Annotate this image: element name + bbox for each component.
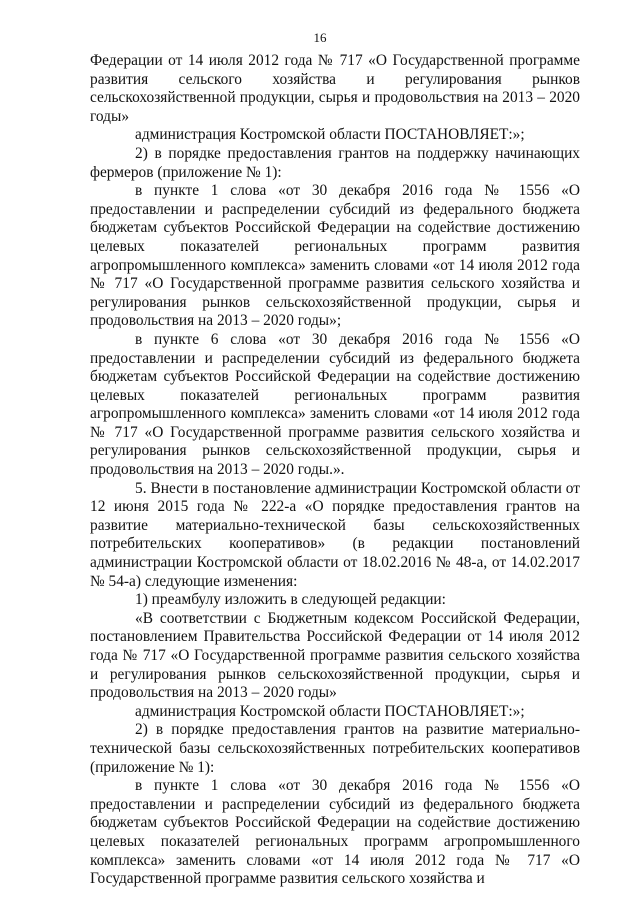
document-body [90,52,580,889]
paragraph: администрация Костромской области ПОСТАНОВЛЯЕТ:»; [135,702,525,720]
paragraph: 2) в порядке предоставления грантов на развитие материально-технической базы сельскохозяйственных потребительских кооперативов (приложение № 1): [90,721,580,776]
paragraph: администрация Костромской области ПОСТАНОВЛЯЕТ:»; [135,126,525,144]
paragraph: Федерации от 14 июля 2012 года № 717 «О Государственной программе развития сельского хозяйства и регулирования рынков сельскохозяйственной продукции, сырья и продовольствия на 2013 – 2020 годы» [90,52,580,125]
paragraph: «В соответствии с Бюджетным кодексом Российской Федерации, постановлением Правительства Российской Федерации от 14 июля 2012 года № 717 «О Государственной программе развития сельского хозяйства и регулирования рынков сельскохозяйственной продукции, сырья и продовольствия на 2013 – 2020 годы» [90,609,580,702]
paragraph: в пункте 1 слова «от 30 декабря 2016 года № 1556 «О предоставлении и распределении субсидий из федерального бюджета бюджетам субъектов Российской Федерации на содействие достижению целевых показателей региональных программ агропромышленного комплекса» заменить словами «от 14 июля 2012 года № 717 «О Государственной программе развития сельского хозяйства и [90,777,580,888]
paragraph: 2) в порядке предоставления грантов на поддержку начинающих фермеров (приложение № 1): [90,144,580,181]
paragraph: 5. Внести в постановление администрации Костромской области от 12 июня 2015 года № 222-а «О порядке предоставления грантов на развитие материально-технической базы сельскохозяйственных потребительских кооперативов» (в редакции постановлений администрации Костромской области от 18.02.2016 № 48-а, от 14.02.2017 № 54-а) следующие изменения: [90,479,580,590]
paragraph: 1) преамбулу изложить в следующей редакции: [135,591,446,609]
paragraph: в пункте 1 слова «от 30 декабря 2016 года № 1556 «О предоставлении и распределении субсидий из федерального бюджета бюджетам субъектов Российской Федерации на содействие достижению целевых показателей региональных программ развития агропромышленного комплекса» заменить словами «от 14 июля 2012 года № 717 «О Государственной программе развития сельского хозяйства и регулирования рынков сельскохозяйственной продукции, сырья и продовольствия на 2013 – 2020 годы»; [90,182,580,330]
paragraph: в пункте 6 слова «от 30 декабря 2016 года № 1556 «О предоставлении и распределении субсидий из федерального бюджета бюджетам субъектов Российской Федерации на содействие достижению целевых показателей региональных программ развития агропромышленного комплекса» заменить словами «от 14 июля 2012 года № 717 «О Государственной программе развития сельского хозяйства и регулирования рынков сельскохозяйственной продукции, сырья и продовольствия на 2013 – 2020 годы.». [90,330,580,479]
page-number: 16 [313,30,327,45]
